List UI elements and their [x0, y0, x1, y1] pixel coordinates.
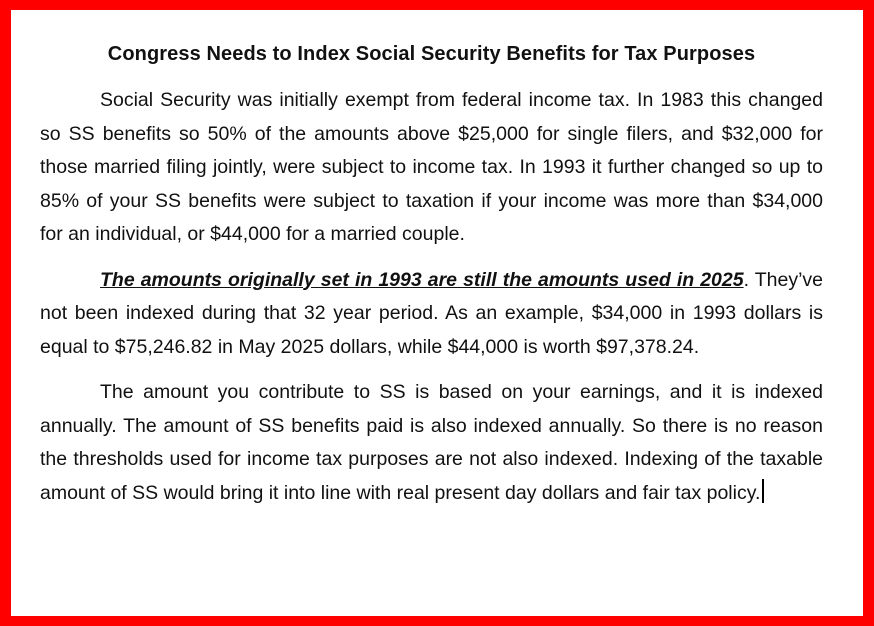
- document-body: [40, 40, 823, 510]
- paragraph-2-emphasis: The amounts originally set in 1993 are still the amounts used in 2025: [100, 268, 744, 291]
- paragraph-3-text: The amount you contribute to SS is based on your earnings, and it is indexed annually. The amount of SS benefits paid is also indexed annually. So there is no reason the thresholds used for income tax purposes are not also indexed. Indexing of the taxable amount of SS would bring it into line with real present day dollars and fair tax policy.: [40, 381, 823, 504]
- paragraph-2-text: . They’ve not been indexed during that 32 year period. As an example, $34,000 in 1993 dollars is equal to $75,246.82 in May 2025 dollars, while $44,000 is worth $97,378.24.: [40, 268, 823, 358]
- paragraph-3: [40, 376, 823, 510]
- text-cursor: [762, 479, 764, 503]
- document-title: Congress Needs to Index Social Security Benefits for Tax Purposes: [107, 43, 756, 65]
- paragraph-1: Social Security was initially exempt from federal income tax. In 1983 this changed so SS benefits so 50% of the amounts above $25,000 for single filers, and $32,000 for those married filing jointly, were subject to income tax. In 1993 it further changed so up to 85% of your SS benefits were subject to taxation if your income was more than $34,000 for an individual, or $44,000 for a married couple.: [40, 89, 823, 245]
- paragraph-2: [40, 264, 823, 365]
